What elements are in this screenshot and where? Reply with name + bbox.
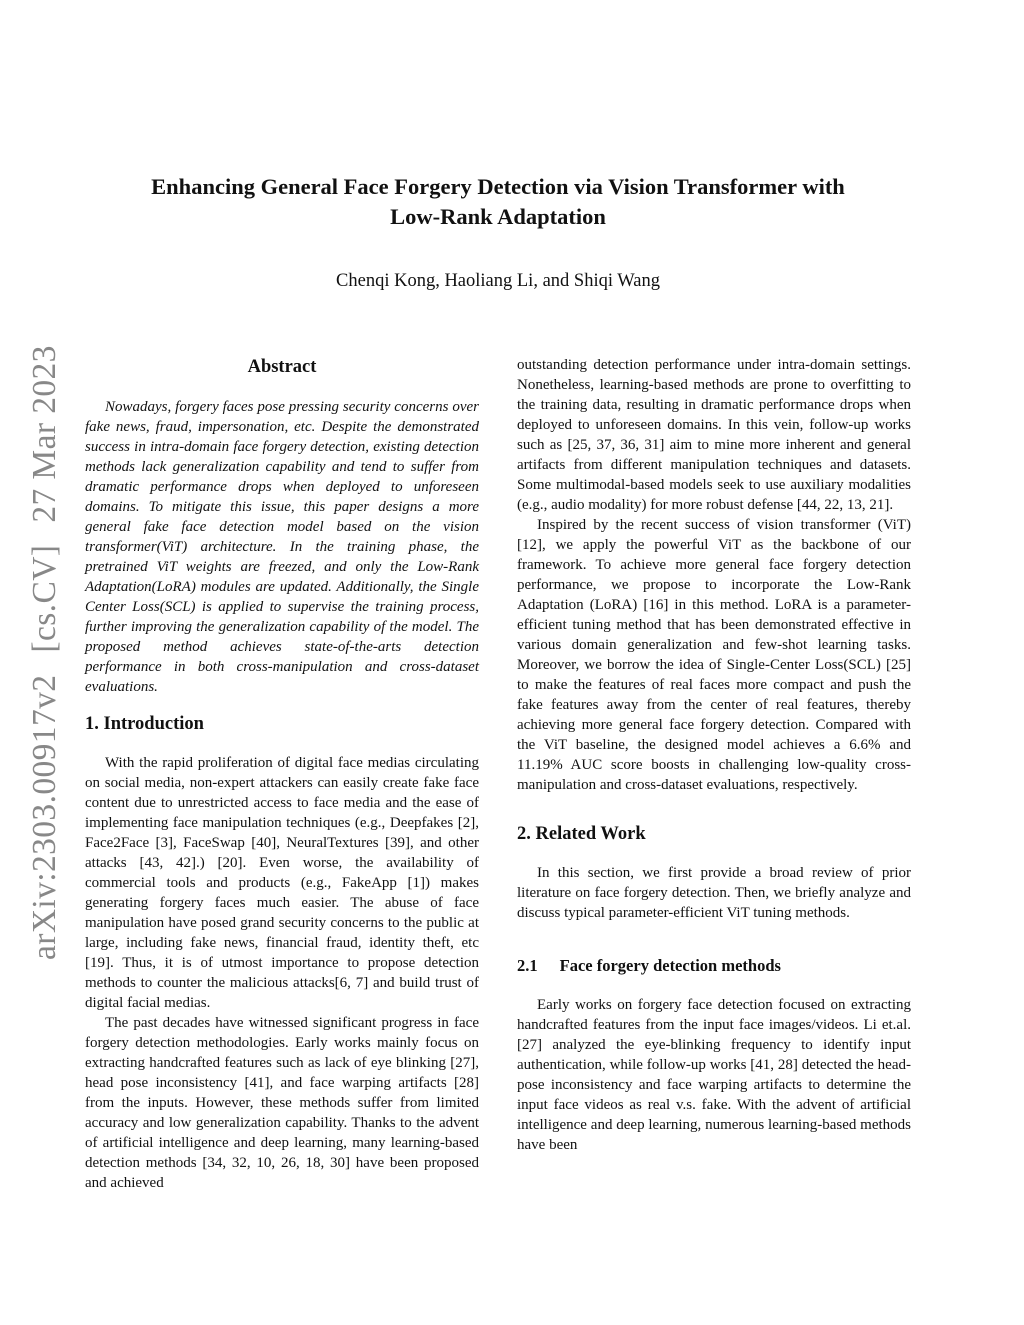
abstract-text: Nowadays, forgery faces pose pressing security concerns over fake news, fraud, impersonation, etc. Despite the demonstrated success in intra-domain face forgery detection, existing detection methods lack generalization capability and tend to suffer from dramatic performance drops when deployed to unforeseen domains. To mitigate this issue, this paper designs a more general fake face detection model based on the vision transformer(ViT) architecture. In the training phase, the pretrained ViT weights are freezed, and only the Low-Rank Adaptation(LoRA) modules are updated. Additionally, the Single Center Loss(SCL) is applied to supervise the training process, further improving the generalization capability of the model. The proposed method achieves state-of-the-arts detection performance in both cross-manipulation and cross-dataset evaluations. xyxy=(85,399,479,695)
subsection-number: 2.1 xyxy=(517,956,538,975)
right-column xyxy=(517,355,911,1155)
abstract-heading: Abstract xyxy=(247,357,317,377)
arxiv-id: arXiv:2303.00917v2 xyxy=(26,674,63,960)
arxiv-stamp xyxy=(26,340,64,960)
subsection-heading xyxy=(517,955,911,977)
intro-paragraph-3: outstanding detection performance under intra-domain settings. Nonetheless, learning-based methods are prone to overfitting to the training data, resulting in dramatic performance drops when deployed to unforeseen domains. In this vein, follow-up works such as [25, 37, 36, 31] aim to mine more inherent and general artifacts from different manipulation techniques and datasets. Some multimodal-based models seek to use auxiliary modalities (e.g., audio modality) for more robust defense [44, 22, 13, 21]. xyxy=(517,357,911,513)
title-line-1: Enhancing General Face Forgery Detection via Vision Transformer with xyxy=(151,174,845,199)
subsection-title: Face forgery detection methods xyxy=(559,956,781,975)
abstract-section xyxy=(85,355,479,697)
title-line-2: Low-Rank Adaptation xyxy=(390,204,606,229)
intro-paragraph-2: The past decades have witnessed significant progress in face forgery detection methodologies. Early works mainly focus on extracting handcrafted features such as lack of eye blinking [27], head pose inconsistency [41], and face warping artifacts [28] from the inputs. However, these methods suffer from limited accuracy and low generalization capability. Thanks to the advent of artificial intelligence and deep learning, many learning-based detection methods [34, 32, 10, 26, 18, 30] have been proposed and achieved xyxy=(85,1015,479,1191)
left-column xyxy=(85,355,479,1193)
intro-paragraph-1: With the rapid proliferation of digital face medias circulating on social media, non-expert attackers can easily create fake face content due to unrestricted access to face media and the ease of implementing face manipulation techniques (e.g., Deepfakes [2], Face2Face [3], FaceSwap [40], NeuralTextures [39], and other attacks [43, 42].) [20]. Even worse, the availability of commercial tools and products (e.g., FakeApp [1]) makes generating forgery faces much easier. The abuse of face manipulation have posed grand security concerns to the public at large, including fake news, financial fraud, identity theft, etc [19]. Thus, it is of utmost importance to propose detection methods to counter the malicious attacks[6, 7] and build trust of digital facial medias. xyxy=(85,755,479,1011)
related-work-heading: 2. Related Work xyxy=(517,824,646,844)
intro-paragraph-4: Inspired by the recent success of vision transformer (ViT) [12], we apply the powerful ViT as the backbone of our framework. To achieve more general face forgery detection performance, we propose to incorporate the Low-Rank Adaptation (LoRA) [16] in this method. LoRA is a parameter-efficient tuning method that has been demonstrated effective in various domain generalization and few-shot learning tasks. Moreover, we borrow the idea of Single-Center Loss(SCL) [25] to make the features of real faces more compact and push the fake features away from the center of real features, thereby achieving more general face forgery detection. Compared with the ViT baseline, the designed model achieves a 6.6% and 11.19% AUC score boosts in challenging low-quality cross-manipulation and cross-dataset evaluations, respectively. xyxy=(517,517,911,793)
introduction-heading: 1. Introduction xyxy=(85,714,204,734)
author-list: Chenqi Kong, Haoliang Li, and Shiqi Wang xyxy=(336,271,660,291)
arxiv-category: [cs.CV] xyxy=(26,544,63,653)
arxiv-date: 27 Mar 2023 xyxy=(26,345,63,523)
related-paragraph-2: Early works on forgery face detection focused on extracting handcrafted features from the input face images/videos. Li et.al. [27] analyzed the eye-blinking frequency to identify input authentication, while follow-up works [41, 28] detected the head-pose inconsistency and face warping artifacts to determine the input face videos as real v.s. fake. With the advent of artificial intelligence and deep learning, numerous learning-based methods have been xyxy=(517,997,911,1153)
paper-title xyxy=(100,172,896,232)
related-paragraph-1: In this section, we first provide a broad review of prior literature on face forgery detection. Then, we briefly analyze and discuss typical parameter-efficient ViT tuning methods. xyxy=(517,865,911,921)
